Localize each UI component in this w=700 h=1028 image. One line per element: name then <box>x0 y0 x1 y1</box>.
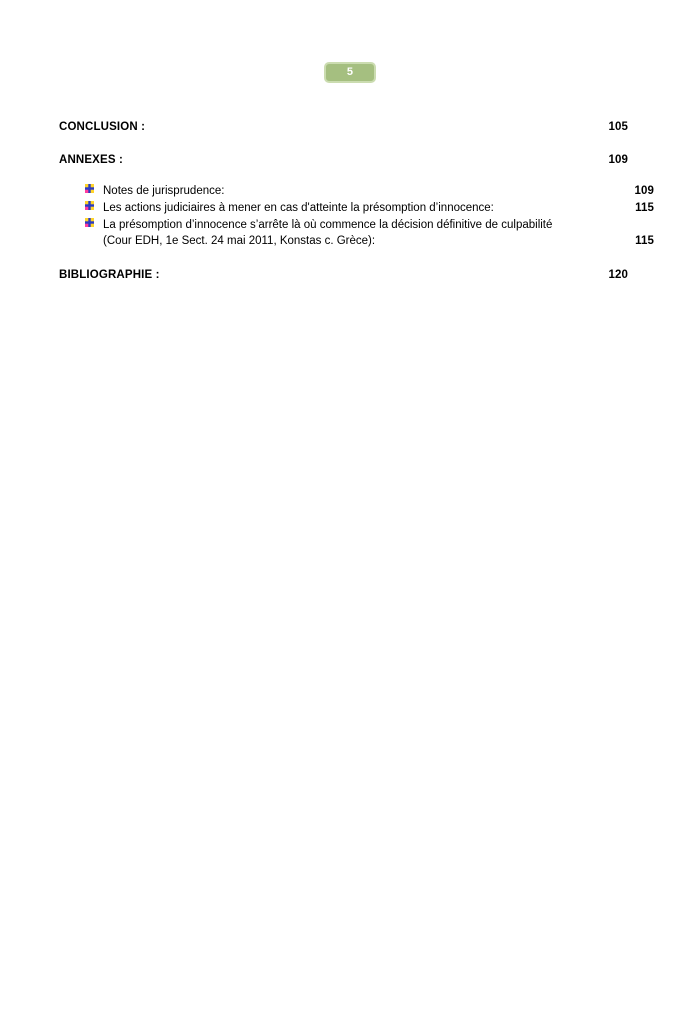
toc-sublist-annexes <box>59 185 654 247</box>
toc-entry-page-number: 105 <box>608 121 628 133</box>
colored-cross-bullet-icon <box>85 184 94 193</box>
toc-entry-page-number: 120 <box>608 269 628 281</box>
toc-entry-conclusion[interactable] <box>59 121 628 133</box>
toc-subentry-label: Les actions judiciaires à mener en cas d'atteinte la présomption d’innocence: <box>103 202 494 214</box>
toc-subentry-text-block <box>103 219 552 247</box>
toc-subentry-label: Notes de jurisprudence: <box>103 185 225 197</box>
toc-subentry-notes-jurisprudence[interactable] <box>59 185 654 197</box>
toc-subentry-page-number: 115 <box>635 235 654 247</box>
toc-entry-bibliographie[interactable] <box>59 269 628 281</box>
toc-entry-label: ANNEXES : <box>59 154 123 166</box>
toc-subentry-title <box>85 202 635 214</box>
toc-entry-label: BIBLIOGRAPHIE : <box>59 269 160 281</box>
toc-entry-page-number: 109 <box>608 154 628 166</box>
table-of-contents <box>59 121 654 281</box>
toc-subentry-actions-judiciaires[interactable] <box>59 202 654 214</box>
toc-entry-label: CONCLUSION : <box>59 121 146 133</box>
toc-subentry-title <box>85 185 635 197</box>
toc-subentry-label-line1: La présomption d’innocence s’arrête là où commence la décision définitive de culpabilité <box>103 219 553 231</box>
colored-cross-bullet-icon <box>85 218 94 227</box>
colored-cross-bullet-icon <box>85 201 94 210</box>
toc-subentry-title <box>85 219 635 247</box>
toc-subentry-presomption-innocence[interactable] <box>59 219 654 247</box>
toc-subentry-page-number: 115 <box>635 202 654 214</box>
page-number-container <box>0 62 700 83</box>
toc-subentry-page-number: 109 <box>634 185 654 197</box>
toc-subentry-label-line2: (Cour EDH, 1e Sect. 24 mai 2011, Konstas c. Grèce): <box>103 235 376 247</box>
spacer <box>59 252 628 269</box>
toc-entry-annexes[interactable] <box>59 154 628 166</box>
page-number-badge: 5 <box>324 62 376 83</box>
